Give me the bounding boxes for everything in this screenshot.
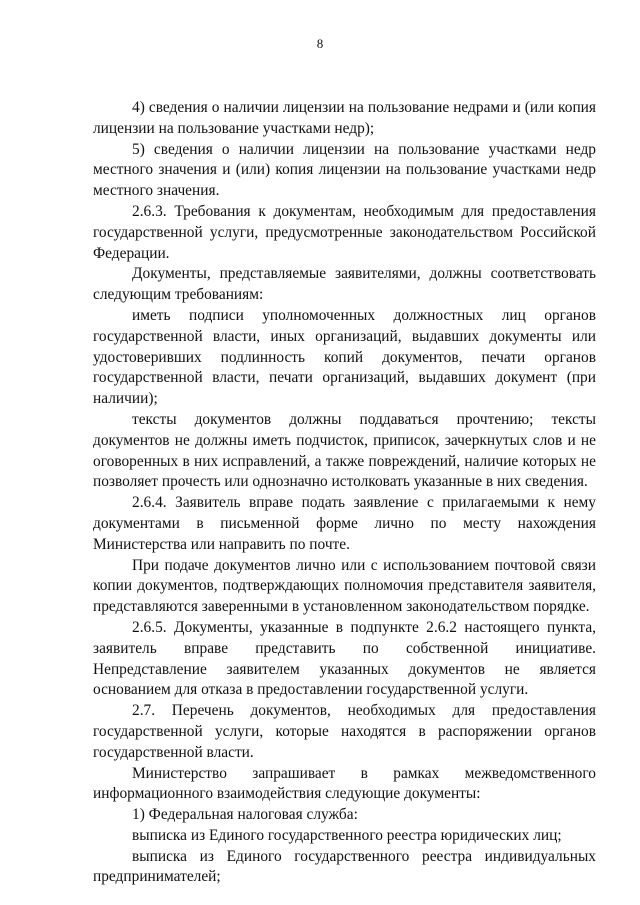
paragraph-text-readability: тексты документов должны поддаваться прочтению; тексты документов не должны иметь подчисток, приписок, зачеркнутых слов и не оговоренных в них исправлений, а также повреждений, наличие которых не позволяет прочесть или однозначно истолковать указанные в них сведения.	[93, 410, 596, 491]
paragraph-submission-copies: При подаче документов лично или с использованием почтовой связи копии документов, подтверждающих полномочия представителя заявителя, представляются заверенными в установленном законодательством порядке.	[93, 556, 596, 616]
paragraph-2-6-3: 2.6.3. Требования к документам, необходимым для предоставления государственной услуги, предусмотренные законодательством Российской Федерации.	[93, 202, 596, 262]
document-body	[93, 98, 596, 888]
paragraph-license-local-subsoil: 5) сведения о наличии лицензии на пользование участками недр местного значения и (или) копия лицензии на пользование участками недр местного значения.	[93, 140, 596, 200]
paragraph-tax-service: 1) Федеральная налоговая служба:	[132, 806, 358, 824]
paragraph-entrepreneurs-extract: выписка из Единого государственного реестра индивидуальных предпринимателей;	[93, 847, 596, 886]
paragraph-2-6-4: 2.6.4. Заявитель вправе подать заявление с прилагаемыми к нему документами в письменной форме лично по месту нахождения Министерства или направить по почте.	[93, 494, 596, 553]
paragraph-signatures-requirement: иметь подписи уполномоченных должностных лиц органов государственной власти, иных организаций, выдавших документы или удостоверивших подлинность копий документов, печати органов государственной власти, печати организаций, выдавших документ (при наличии);	[93, 306, 596, 408]
paragraph-license-subsoil: 4) сведения о наличии лицензии на пользование недрами и (или копия лицензии на пользование участками недр);	[93, 99, 596, 137]
paragraph-legal-entities-extract: выписка из Единого государственного реестра юридических лиц;	[132, 826, 562, 844]
page-number: 8	[316, 36, 324, 51]
paragraph-2-6-5: 2.6.5. Документы, указанные в подпункте 2.6.2 настоящего пункта, заявитель вправе представить по собственной инициативе. Непредставление заявителем указанных документов не является основанием для отказа в предоставлении государственной услуги.	[93, 618, 596, 699]
paragraph-2-7: 2.7. Перечень документов, необходимых для предоставления государственной услуги, которые находятся в распоряжении органов государственной власти.	[93, 702, 596, 761]
paragraph-document-requirements: Документы, представляемые заявителями, должны соответствовать следующим требованиям:	[93, 265, 596, 304]
paragraph-ministry-requests: Министерство запрашивает в рамках межведомственного информационного взаимодействия следующие документы:	[93, 764, 596, 803]
